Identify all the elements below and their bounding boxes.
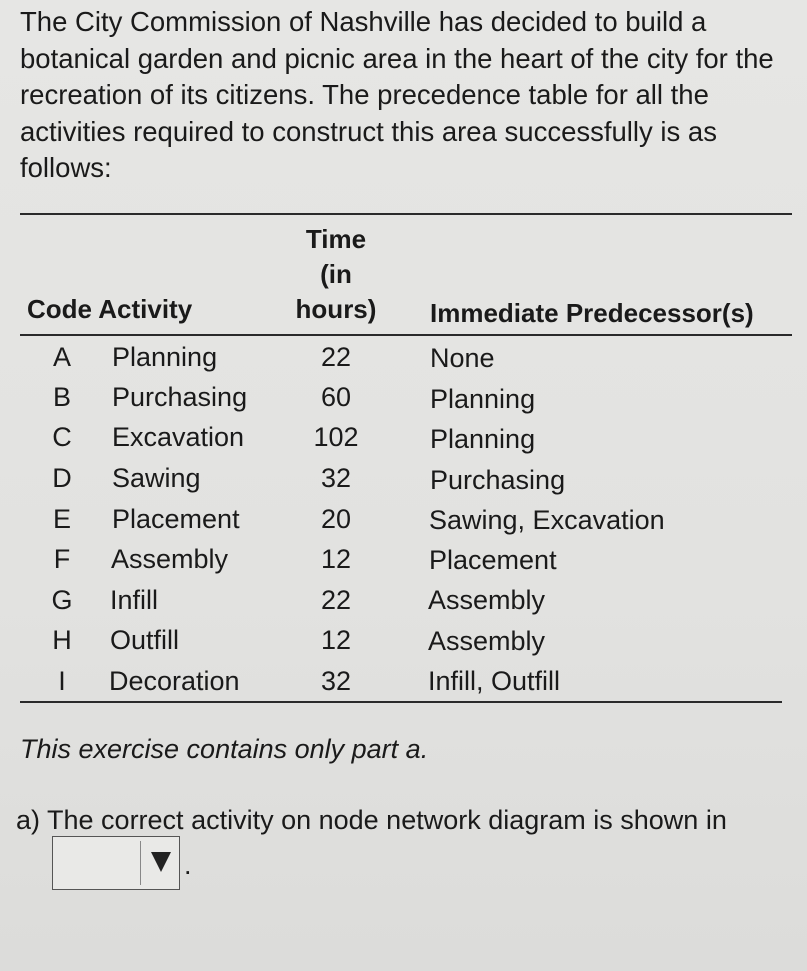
dropdown-divider (140, 841, 141, 885)
header-predecessors: Immediate Predecessor(s) (430, 298, 754, 328)
cell-predecessors: Assembly (428, 626, 546, 656)
cell-code: G (51, 585, 73, 615)
cell-code: F (53, 544, 71, 574)
cell-time: 22 (320, 585, 352, 615)
cell-activity: Infill (110, 585, 159, 615)
sentence-period: . (184, 850, 192, 880)
cell-activity: Placement (112, 504, 240, 534)
answer-dropdown[interactable] (52, 836, 180, 890)
cell-code: H (52, 625, 72, 655)
cell-predecessors: Assembly (428, 585, 546, 615)
cell-predecessors: None (430, 343, 495, 373)
cell-time: 12 (320, 625, 352, 655)
header-time-line3: hours) (295, 294, 377, 324)
cell-code: E (52, 504, 71, 534)
cell-code: I (58, 666, 66, 696)
table-header-rule (20, 334, 792, 336)
cell-activity: Outfill (110, 625, 180, 655)
cell-activity: Decoration (109, 666, 240, 696)
cell-time: 60 (320, 382, 352, 412)
cell-time: 32 (320, 666, 352, 696)
table-bottom-rule (20, 701, 782, 703)
cell-predecessors: Infill, Outfill (428, 666, 561, 696)
header-time-line1: Time (305, 224, 367, 254)
triangle-down-icon[interactable] (151, 852, 171, 872)
cell-activity: Excavation (112, 422, 245, 452)
cell-time: 22 (320, 342, 352, 372)
cell-predecessors: Sawing, Excavation (429, 505, 665, 535)
exercise-note: This exercise contains only part a. (20, 734, 429, 764)
cell-predecessors: Planning (430, 424, 536, 454)
cell-activity: Planning (112, 342, 218, 372)
cell-predecessors: Planning (430, 384, 536, 414)
cell-predecessors: Placement (429, 545, 557, 575)
cell-code: D (52, 463, 72, 493)
cell-activity: Assembly (111, 544, 229, 574)
cell-time: 20 (320, 504, 352, 534)
header-time-line2: (in (320, 259, 352, 289)
cell-activity: Sawing (112, 463, 201, 493)
cell-activity: Purchasing (112, 382, 248, 412)
question-text: a) The correct activity on node network diagram is shown in (16, 805, 727, 835)
problem-intro: The City Commission of Nashville has decided to build a botanical garden and picnic area in the heart of the city for the recreation of its citizens. The precedence table for all the activities required to construct this area successfully is as follows: (20, 6, 774, 183)
cell-time: 32 (320, 463, 352, 493)
table-top-rule (20, 213, 792, 215)
cell-code: B (52, 382, 71, 412)
cell-time: 12 (320, 544, 352, 574)
header-code-activity: Code Activity (27, 294, 193, 324)
cell-code: C (52, 422, 72, 452)
cell-code: A (52, 342, 71, 372)
cell-time: 102 (313, 422, 359, 452)
header-time (284, 222, 388, 327)
cell-predecessors: Purchasing (430, 465, 566, 495)
